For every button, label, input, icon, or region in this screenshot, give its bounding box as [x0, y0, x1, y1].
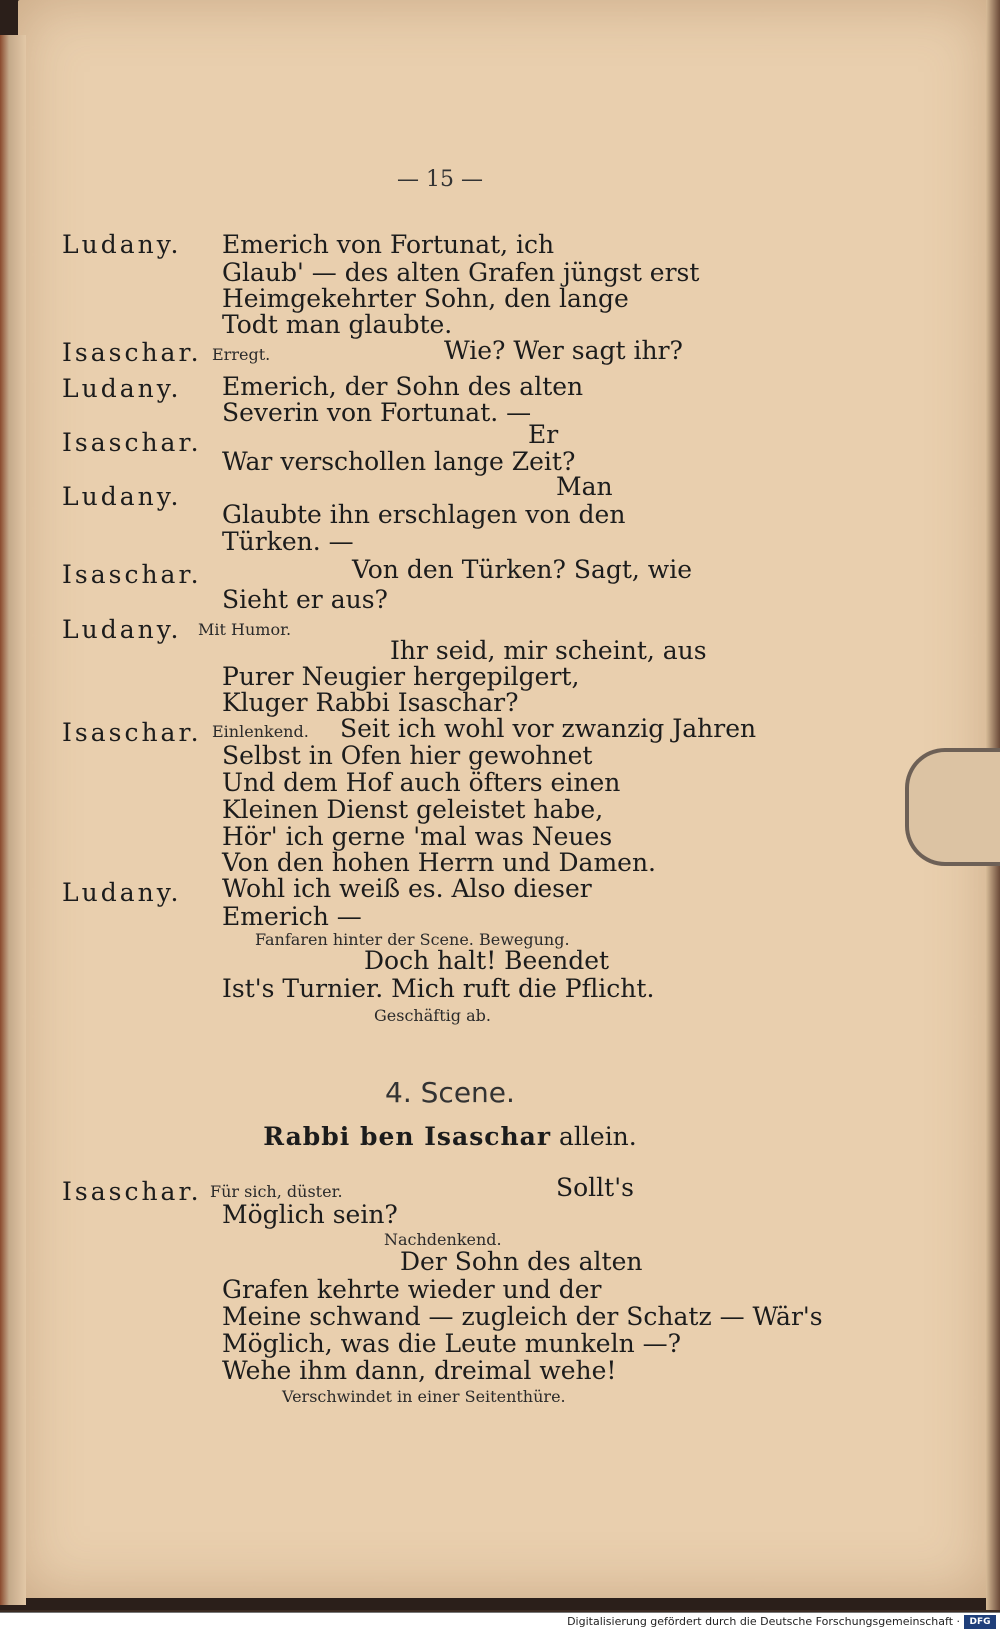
text-line: Von den hohen Herrn und Damen.	[222, 848, 656, 877]
speaker-isaschar: Isaschar.	[62, 1177, 202, 1206]
speaker-ludany: Ludany.	[62, 374, 182, 403]
speaker-isaschar: Isaschar.	[62, 718, 202, 747]
page-number: — 15 —	[397, 167, 483, 192]
speaker-ludany: Ludany.	[62, 878, 182, 907]
text-line: Meine schwand — zugleich der Schatz — Wär's	[222, 1302, 823, 1331]
text-line: Purer Neugier hergepilgert,	[222, 662, 580, 691]
scene-subtitle	[0, 1122, 900, 1151]
scene-subtitle-name: Rabbi ben Isaschar	[263, 1122, 552, 1151]
text-line: Ist's Turnier. Mich ruft die Pflicht.	[222, 974, 655, 1003]
text-line: Möglich sein?	[222, 1200, 398, 1229]
text-line: Todt man glaubte.	[222, 310, 453, 339]
stage-direction: Verschwindet in einer Seitenthüre.	[282, 1387, 566, 1406]
text-line: Der Sohn des alten	[400, 1247, 643, 1276]
text-line: Emerich —	[222, 902, 362, 931]
text-line: Und dem Hof auch öfters einen	[222, 768, 621, 797]
stage-direction: Mit Humor.	[198, 620, 292, 639]
text-line: Heimgekehrter Sohn, den lange	[222, 284, 629, 313]
text-line: Von den Türken? Sagt, wie	[352, 555, 692, 584]
text-line: Kluger Rabbi Isaschar?	[222, 688, 519, 717]
speaker-ludany: Ludany.	[62, 230, 182, 259]
text-line: Hör' ich gerne 'mal was Neues	[222, 822, 613, 851]
text-line: Glaub' — des alten Grafen jüngst erst	[222, 258, 700, 287]
text-line: Er	[528, 420, 559, 449]
stage-direction: Fanfaren hinter der Scene. Bewegung.	[255, 930, 570, 949]
text-line: Kleinen Dienst geleistet habe,	[222, 795, 604, 824]
text-line: Selbst in Ofen hier gewohnet	[222, 741, 593, 770]
text-line: Wie? Wer sagt ihr?	[444, 336, 683, 365]
scene-title: 4. Scene.	[385, 1076, 515, 1109]
footer-bar	[0, 1612, 1000, 1632]
speaker-ludany: Ludany.	[62, 615, 182, 644]
stage-direction: Erregt.	[212, 345, 271, 364]
footer-credit: Digitalisierung gefördert durch die Deutsche Forschungsgemeinschaft ·	[567, 1615, 960, 1628]
text-line: Sollt's	[556, 1173, 634, 1202]
dfg-logo: DFG	[964, 1615, 996, 1629]
text-line: Emerich von Fortunat, ich	[222, 230, 555, 259]
stage-direction: Nachdenkend.	[384, 1230, 502, 1249]
scene-subtitle-rest: allein.	[559, 1122, 637, 1151]
speaker-isaschar: Isaschar.	[62, 428, 202, 457]
text-line: Glaubte ihn erschlagen von den	[222, 500, 626, 529]
text-line: Man	[556, 472, 613, 501]
text-line: Ihr seid, mir scheint, aus	[390, 636, 707, 665]
speaker-ludany: Ludany.	[62, 482, 182, 511]
text-line: War verschollen lange Zeit?	[222, 447, 576, 476]
text-line: Möglich, was die Leute munkeln —?	[222, 1329, 682, 1358]
left-page-edge	[0, 35, 26, 1605]
speaker-isaschar: Isaschar.	[62, 338, 202, 367]
stage-direction: Geschäftig ab.	[374, 1006, 491, 1025]
text-line: Türken. —	[222, 527, 354, 556]
text-line: Grafen kehrte wieder und der	[222, 1275, 602, 1304]
speaker-isaschar: Isaschar.	[62, 560, 202, 589]
text-line: Wohl ich weiß es. Also dieser	[222, 874, 592, 903]
text-line: Seit ich wohl vor zwanzig Jahren	[340, 714, 757, 743]
text-line: Sieht er aus?	[222, 585, 388, 614]
paper-clip-tab	[905, 748, 1000, 866]
text-line: Emerich, der Sohn des alten	[222, 372, 584, 401]
text-line: Wehe ihm dann, dreimal wehe!	[222, 1356, 617, 1385]
text-line: Doch halt! Beendet	[364, 946, 610, 975]
stage-direction: Für sich, düster.	[210, 1182, 343, 1201]
stage-direction: Einlenkend.	[212, 722, 309, 741]
text-line: Severin von Fortunat. —	[222, 398, 532, 427]
